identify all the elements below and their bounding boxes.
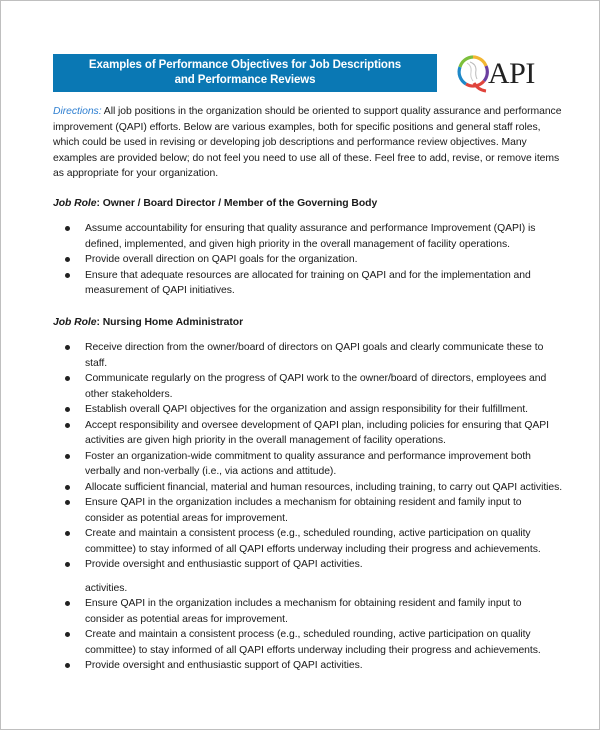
qapi-logo	[456, 51, 566, 97]
job-role-name: : Owner / Board Director / Member of the Governing Body	[96, 197, 378, 209]
list-item: Create and maintain a consistent process (e.g., scheduled rounding, active participation on quality committee) to stay informed of all QAPI efforts underway including their progress and achievements.	[65, 526, 563, 557]
administrator-objectives-list	[65, 340, 563, 573]
list-item: Assume accountability for ensuring that quality assurance and performance Improvement (QAPI) is defined, implemented, and given high priority in the overall management of facility operations.	[65, 221, 563, 252]
directions-text: All job positions in the organization should be oriented to support quality assurance and performance improvement (QAPI) efforts. Below are various examples, both for specific positions and general staff roles, which could be used in revising or developing job descriptions and performance review objectives. Many examples are provided below; do not feel you need to use all of these. Feel free to add, revise, or remove items as appropriate for your organization.	[53, 106, 562, 179]
list-item: Receive direction from the owner/board of directors on QAPI goals and clearly communicate these to staff.	[65, 340, 563, 371]
job-role-label: Job Role	[53, 197, 97, 209]
list-item: Provide oversight and enthusiastic support of QAPI activities.	[65, 557, 563, 573]
orphan-text: activities.	[85, 582, 128, 594]
repeated-objectives-list	[65, 596, 563, 674]
job-role-heading-owner	[53, 196, 563, 212]
title-line-2: and Performance Reviews	[174, 74, 316, 86]
list-item: Provide oversight and enthusiastic support of QAPI activities.	[65, 658, 563, 674]
document-body	[53, 104, 563, 674]
list-item: Create and maintain a consistent process (e.g., scheduled rounding, active participation on quality committee) to stay informed of all QAPI efforts underway including their progress and achievements.	[65, 627, 563, 658]
owner-objectives-list	[65, 221, 563, 299]
qapi-q-logo-icon	[456, 53, 490, 95]
list-item: Provide overall direction on QAPI goals for the organization.	[65, 252, 563, 268]
list-item: Ensure QAPI in the organization includes a mechanism for obtaining resident and family input to consider as potential areas for improvement.	[65, 596, 563, 627]
directions-paragraph	[53, 104, 563, 182]
list-item: Accept responsibility and oversee development of QAPI plan, including policies for ensuring that QAPI activities are given high priority in the overall management of facility operations.	[65, 418, 563, 449]
list-item: Ensure QAPI in the organization includes a mechanism for obtaining resident and family input to consider as potential areas for improvement.	[65, 495, 563, 526]
list-item: Ensure that adequate resources are allocated for training on QAPI and for the implementation and measurement of QAPI initiatives.	[65, 268, 563, 299]
list-item: Foster an organization-wide commitment to quality assurance and performance improvement both verbally and non-verbally (i.e., via actions and attitude).	[65, 449, 563, 480]
job-role-label: Job Role	[53, 316, 97, 328]
title-line-1: Examples of Performance Objectives for Job Descriptions	[88, 59, 402, 71]
list-item: Communicate regularly on the progress of QAPI work to the owner/board of directors, employees and other stakeholders.	[65, 371, 563, 402]
directions-label: Directions:	[53, 106, 102, 117]
title-banner	[53, 54, 437, 92]
job-role-heading-administrator	[53, 315, 563, 331]
logo-text: API	[488, 57, 535, 90]
job-role-name: : Nursing Home Administrator	[96, 316, 244, 328]
list-item: Establish overall QAPI objectives for the organization and assign responsibility for their fulfillment.	[65, 402, 563, 418]
list-item: Allocate sufficient financial, material and human resources, including training, to carry out QAPI activities.	[65, 480, 563, 496]
